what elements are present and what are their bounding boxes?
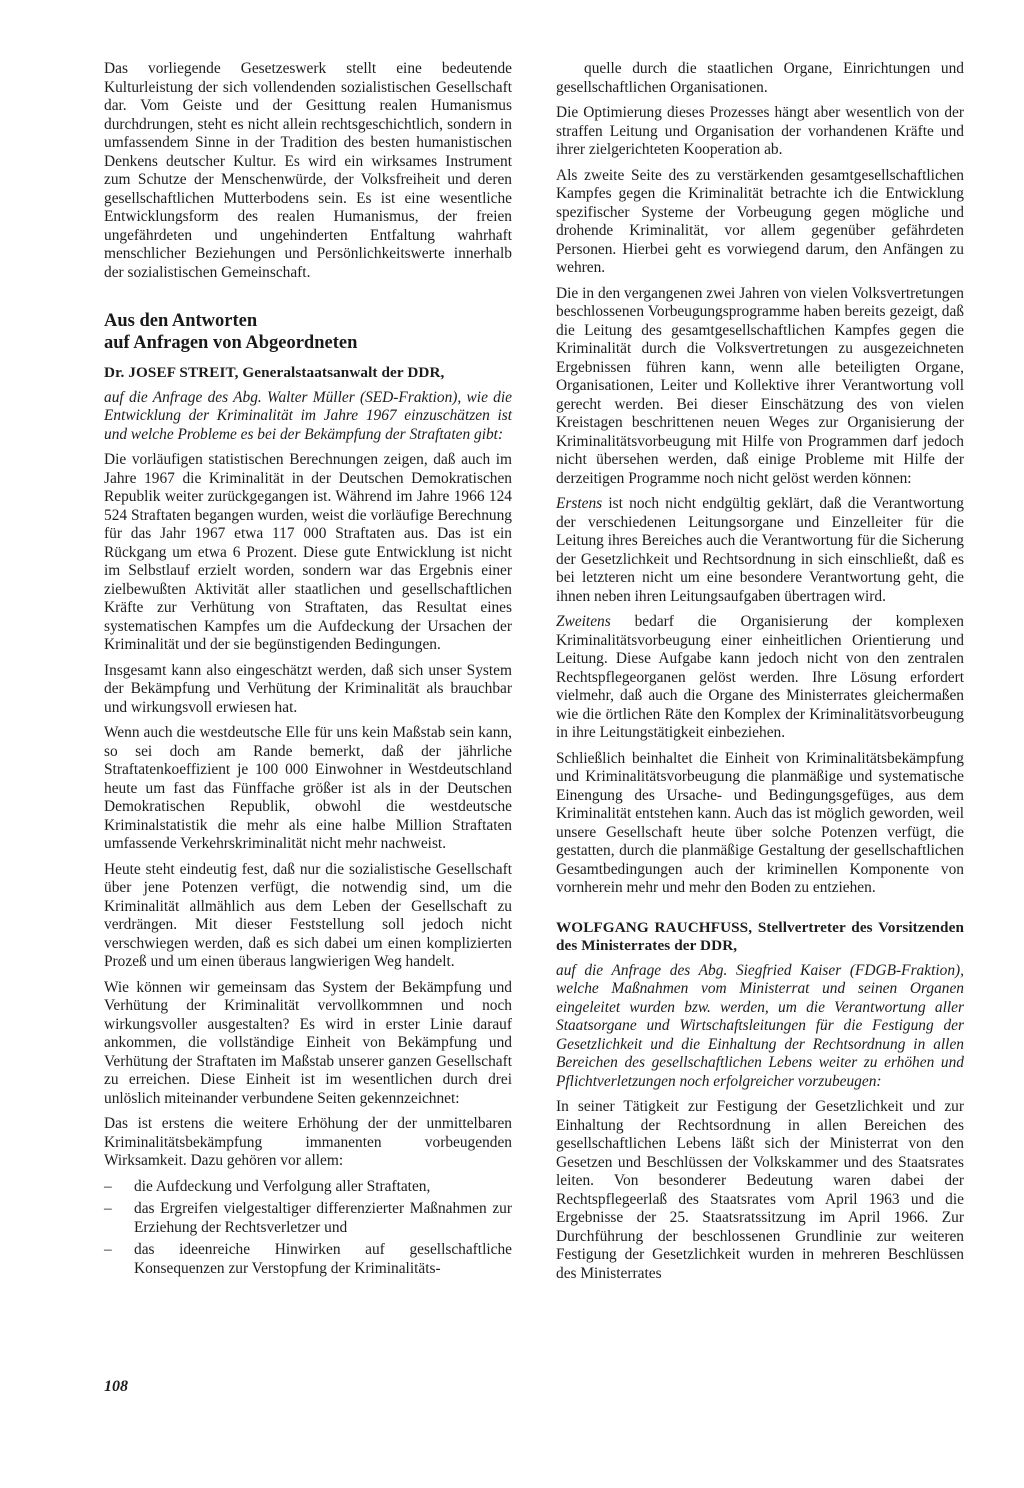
dash-bullet: –	[104, 1241, 112, 1258]
list-item-text: das Ergreifen vielgestaltiger differenzierter Maßnahmen zur Erziehung der Rechtsverletzer und	[134, 1200, 512, 1236]
section-heading-line-2: auf Anfragen von Abgeordneten	[104, 333, 358, 353]
paragraph	[556, 495, 964, 606]
paragraph: In seiner Tätigkeit zur Festigung der Gesetzlichkeit und zur Einhaltung der Rechtsordnung in allen Bereichen des gesellschaftlichen Lebens läßt sich der Ministerrat von den Gesetzen und Beschlüssen der Volkskammer und des Staatsrates leiten. Von besonderer Bedeutung waren dabei der Rechtspflegeerlaß des Staatsrates vom April 1963 und die Ergebnisse der 25. Staatsratssitzung im April 1966. Zur Durchführung der beschlossenen Grundlinie zur weiteren Festigung der Gesetzlichkeit wurden in mehreren Beschlüssen des Ministerrates	[556, 1098, 964, 1282]
paragraph: Das ist erstens die weitere Erhöhung der der unmittelbaren Kriminalitätsbekämpfung immanenten vorbeugenden Wirksamkeit. Dazu gehören vor allem:	[104, 1115, 512, 1169]
lead-word-erstens: Erstens	[556, 495, 603, 512]
paragraph: Die vorläufigen statistischen Berechnungen zeigen, daß auch im Jahre 1967 die Kriminalität in der Deutschen Demokratischen Republik weiter zurückgegangen ist. Während im Jahre 1966 124 524 Straftaten begangen wurden, weist die vorläufige Berechnung für das Jahr 1967 etwa 117 000 Straftaten aus. Das ist ein Rückgang um etwa 6 Prozent. Diese gute Entwicklung ist nicht im Selbstlauf erzielt worden, sondern war das Ergebnis einer zielbewußten Aktivität aller staatlichen und gesellschaftlichen Kräfte zur Verhütung von Straftaten, das Resultat eines systematischen Kampfes um die Aufdeckung der Ursachen der Kriminalität und der sie begünstigenden Bedingungen.	[104, 451, 512, 653]
dash-bullet: –	[104, 1177, 112, 1195]
list-item-text: das ideenreiche Hinwirken auf gesellschaftliche Konsequenzen zur Verstopfung der Kriminalitäts-	[134, 1241, 512, 1277]
left-column	[104, 60, 512, 1282]
section-heading-line-1: Aus den Antworten	[104, 311, 258, 331]
measures-list	[104, 1178, 512, 1279]
paragraph: Heute steht eindeutig fest, daß nur die sozialistische Gesellschaft über jene Potenzen verfügt, die notwendig sind, um die Kriminalität allmählich aus dem Leben der Gesellschaft zu verdrängen. Mit dieser Feststellung soll jedoch nicht verschwiegen werden, daß es sich dabei um einen komplizierten Prozeß und um einen überaus langwierigen Weg handelt.	[104, 860, 512, 970]
speaker-streit: Dr. JOSEF STREIT, Generalstaatsanwalt der DDR,	[104, 364, 445, 381]
continuation-paragraph: quelle durch die staatlichen Organe, Einrichtungen und gesellschaftlichen Organisationen.	[556, 60, 964, 96]
paragraph: Wie können wir gemeinsam das System der Bekämpfung und Verhütung der Kriminalität vervollkommnen und noch wirkungsvoller ausgestalten? Es wird in erster Linie darauf ankommen, die vollständige Einheit von Bekämpfung und Verhütung der Straftaten im Maßstab unserer ganzen Gesellschaft zu erreichen. Diese Einheit ist im wesentlichen durch drei unlöslich miteinander verbundene Seiten gekennzeichnet:	[104, 978, 512, 1107]
list-item	[104, 1178, 512, 1197]
paragraph: Als zweite Seite des zu verstärkenden gesamtgesellschaftlichen Kampfes gegen die Kriminalität betrachte ich die Entwicklung spezifischer Systeme der Vorbeugung gegen mögliche und drohende Kriminalität, vor allem gegenüber gefährdeten Personen. Hierbei geht es vorwiegend darum, den Anfängen zu wehren.	[556, 166, 964, 276]
page-number: 108	[104, 1378, 128, 1395]
paragraph: Die Optimierung dieses Prozesses hängt aber wesentlich von der straffen Leitung und Organisation der vorhandenen Kräfte und ihrer zielgerichteten Kooperation ab.	[556, 104, 964, 158]
dash-bullet: –	[104, 1200, 112, 1217]
intro-paragraph: Das vorliegende Gesetzeswerk stellt eine bedeutende Kulturleistung der sich vollendenden sozialistischen Gesellschaft dar. Vom Geiste und der Gesittung realen Humanismus durchdrungen, steht es nicht allein rechtsgeschichtlich, sondern in umfassendem Sinne in der Tradition des besten humanistischen Denkens deutscher Kultur. Es wird ein wirksames Instrument zum Schutze der Menschenwürde, der Volksfreiheit und deren gesellschaftlichen Mutterbodens sein. Es ist eine wesentliche Entwicklungsform des realen Humanismus, der freien ungefährdeten und ungehinderten Entfaltung wahrhaft menschlicher Beziehungen und Persönlichkeitswerte innerhalb der sozialistischen Gemeinschaft.	[104, 60, 512, 281]
paragraph: Wenn auch die westdeutsche Elle für uns kein Maßstab sein kann, so sei doch am Rande bemerkt, daß der jährliche Straftatenkoeffizient je 100 000 Einwohner in Westdeutschland heute um fast das Fünffache größer ist als in der Deutschen Demokratischen Republik, obwohl die westdeutsche Kriminalstatistik die mehr als eine halbe Million Straftaten umfassende Verkehrskriminalität nicht mehr nachweist.	[104, 724, 512, 852]
paragraph-body: bedarf die Organisierung der komplexen Kriminalitätsvorbeugung einer einheitlichen Orientierung und Leitung. Diese Aufgabe kann jedoch nicht von den zentralen Rechtspflegeorganen gelöst werden. Ihre Lösung erfordert vielmehr, daß auch die Organe des Ministerrates gleichermaßen wie die örtlichen Räte den Komplex der Kriminalitätsvorbeugung in ihre Leitungstätigkeit einbeziehen.	[556, 613, 964, 741]
list-item	[104, 1200, 512, 1237]
paragraph-body: ist noch nicht endgültig geklärt, daß die Verantwortung der verschiedenen Leitungsorgane und Einzelleiter für die Leitung ihres Bereiches auch die Verantwortung für die Sicherung der Gesetzlichkeit und Rechtsordnung in sich einschließt, daß es bei letzteren nicht um eine besondere Verantwortung geht, die ihnen neben ihren Leitungsaufgaben übertragen wird.	[556, 495, 964, 605]
right-column	[556, 60, 964, 1290]
speaker-rauchfuss: WOLFGANG RAUCHFUSS, Stellvertreter des Vorsitzenden des Ministerrates der DDR,	[556, 918, 964, 954]
paragraph: Die in den vergangenen zwei Jahren von vielen Volksvertretungen beschlossenen Vorbeugungsprogramme haben bereits gezeigt, daß die Leitung des gesamtgesellschaftlichen Kampfes gegen die Kriminalität durch die Volksvertretungen zu ausgezeichneten Ergebnissen führen kann, wenn alle beteiligten Organe, Organisationen, Leiter und Kollektive ihrer Verantwortung voll gerecht werden. Bei dieser Einschätzung des von vielen Kreistagen beschrittenen neuen Weges zur Organisierung der Kriminalitätsvorbeugung mit Hilfe von Programmen darf jedoch nicht übersehen werden, daß einige Probleme mit Hilfe der derzeitigen Programme noch nicht gelöst werden können:	[556, 284, 964, 487]
section-heading	[104, 310, 512, 354]
paragraph: Schließlich beinhaltet die Einheit von Kriminalitätsbekämpfung und Kriminalitätsvorbeugung die planmäßige und systematische Einengung des Ursache- und Bedingungsgefüges, aus dem Kriminalität entstehen kann. Auch das ist möglich geworden, weil unsere Gesellschaft heute über solche Potenzen verfügt, die gestatten, durch die planmäßige Gestaltung der gesellschaftlichen Gesamtbedingungen auch der kriminellen Komponente von vornherein mehr und mehr den Boden zu entziehen.	[556, 749, 964, 896]
question-mueller: auf die Anfrage des Abg. Walter Müller (SED-Fraktion), wie die Entwicklung der Kriminalität im Jahre 1967 einzuschätzen ist und welche Probleme es bei der Bekämpfung der Straftaten gibt:	[104, 388, 512, 443]
paragraph	[556, 613, 964, 743]
list-item	[104, 1241, 512, 1278]
paragraph: Insgesamt kann also eingeschätzt werden, daß sich unser System der Bekämpfung und Verhütung der Kriminalität als brauchbar und wirkungsvoll erwiesen hat.	[104, 661, 512, 716]
lead-word-zweitens: Zweitens	[556, 613, 611, 630]
question-kaiser: auf die Anfrage des Abg. Siegfried Kaiser (FDGB-Fraktion), welche Maßnahmen vom Ministerrat und seinen Organen eingeleitet wurden bzw. werden, um die Verantwortung aller Staatsorgane und Wirtschaftsleitungen für die Festigung der Gesetzlichkeit und die Einhaltung der Rechtsordnung in allen Bereichen des gesellschaftlichen Lebens weiter zu erhöhen und Pflichtverletzungen noch erfolgreicher vorzubeugen:	[556, 961, 964, 1090]
list-item-text: die Aufdeckung und Verfolgung aller Straftaten,	[134, 1177, 431, 1195]
